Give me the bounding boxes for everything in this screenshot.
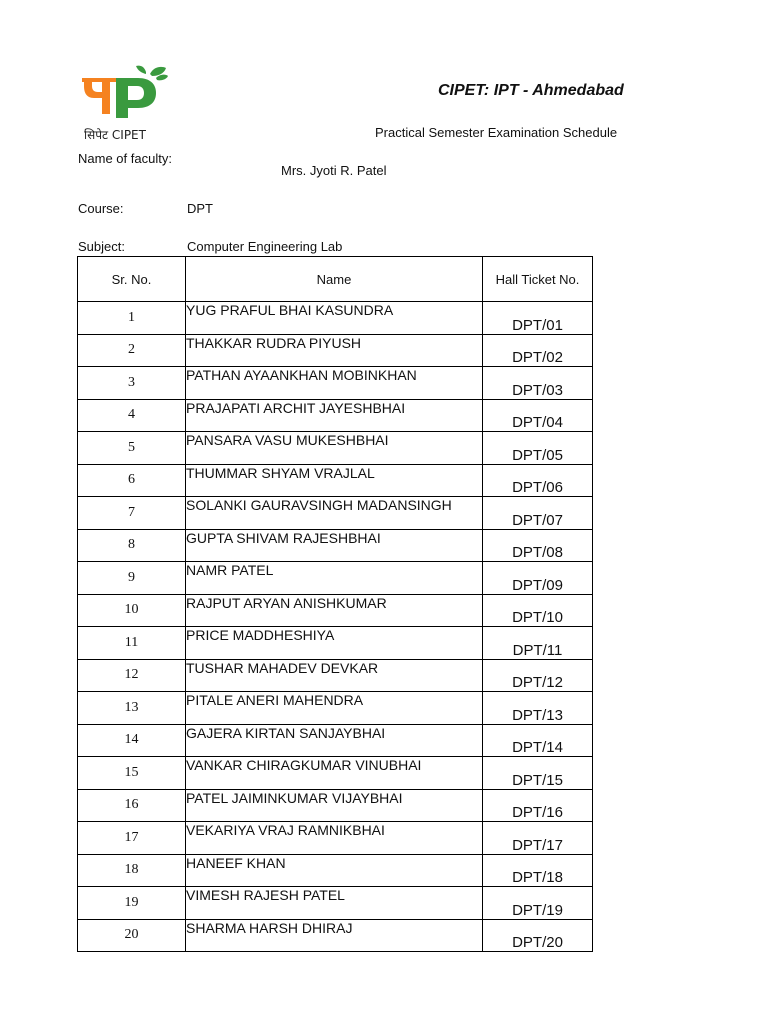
course-value: DPT — [187, 201, 213, 216]
subject-value: Computer Engineering Lab — [187, 239, 343, 254]
table-row — [78, 367, 593, 400]
cell-sr-no: 10 — [78, 594, 186, 627]
cell-hall-ticket: DPT/19 — [483, 887, 593, 920]
cell-sr-no: 17 — [78, 822, 186, 855]
table-row — [78, 399, 593, 432]
cell-hall-ticket: DPT/17 — [483, 822, 593, 855]
cell-sr-no: 4 — [78, 399, 186, 432]
cell-name: THUMMAR SHYAM VRAJLAL — [186, 464, 483, 497]
cell-name: PATEL JAIMINKUMAR VIJAYBHAI — [186, 789, 483, 822]
table-row — [78, 822, 593, 855]
table-row — [78, 919, 593, 952]
column-header-sr: Sr. No. — [78, 257, 186, 302]
cell-hall-ticket: DPT/07 — [483, 497, 593, 530]
cell-hall-ticket: DPT/13 — [483, 692, 593, 725]
cell-hall-ticket: DPT/11 — [483, 627, 593, 660]
cell-sr-no: 2 — [78, 334, 186, 367]
logo-caption: सिपेट CIPET — [84, 128, 146, 142]
faculty-label: Name of faculty: — [78, 151, 172, 166]
cell-sr-no: 16 — [78, 789, 186, 822]
cell-hall-ticket: DPT/06 — [483, 464, 593, 497]
column-header-name: Name — [186, 257, 483, 302]
cell-sr-no: 1 — [78, 302, 186, 335]
cell-sr-no: 19 — [78, 887, 186, 920]
cell-hall-ticket: DPT/16 — [483, 789, 593, 822]
cell-name: VEKARIYA VRAJ RAMNIKBHAI — [186, 822, 483, 855]
column-header-ticket: Hall Ticket No. — [483, 257, 593, 302]
page-subtitle: Practical Semester Examination Schedule — [375, 125, 618, 140]
table-row — [78, 334, 593, 367]
cell-sr-no: 12 — [78, 659, 186, 692]
cell-name: GAJERA KIRTAN SANJAYBHAI — [186, 724, 483, 757]
cell-sr-no: 9 — [78, 562, 186, 595]
cell-hall-ticket: DPT/18 — [483, 854, 593, 887]
cell-name: NAMR PATEL — [186, 562, 483, 595]
table-row — [78, 692, 593, 725]
table-row — [78, 789, 593, 822]
faculty-value: Mrs. Jyoti R. Patel — [281, 163, 387, 178]
cell-hall-ticket: DPT/02 — [483, 334, 593, 367]
cell-name: SOLANKI GAURAVSINGH MADANSINGH — [186, 497, 483, 530]
cell-name: RAJPUT ARYAN ANISHKUMAR — [186, 594, 483, 627]
table-row — [78, 724, 593, 757]
cell-sr-no: 18 — [78, 854, 186, 887]
cell-name: THAKKAR RUDRA PIYUSH — [186, 334, 483, 367]
cell-hall-ticket: DPT/10 — [483, 594, 593, 627]
cell-hall-ticket: DPT/15 — [483, 757, 593, 790]
cell-sr-no: 6 — [78, 464, 186, 497]
table-row — [78, 464, 593, 497]
cell-name: PRAJAPATI ARCHIT JAYESHBHAI — [186, 399, 483, 432]
cell-hall-ticket: DPT/12 — [483, 659, 593, 692]
table-row — [78, 497, 593, 530]
cell-hall-ticket: DPT/03 — [483, 367, 593, 400]
cell-name: VIMESH RAJESH PATEL — [186, 887, 483, 920]
cell-sr-no: 13 — [78, 692, 186, 725]
table-row — [78, 887, 593, 920]
cell-sr-no: 5 — [78, 432, 186, 465]
cell-name: PATHAN AYAANKHAN MOBINKHAN — [186, 367, 483, 400]
table-row — [78, 594, 593, 627]
cell-name: PITALE ANERI MAHENDRA — [186, 692, 483, 725]
cell-hall-ticket: DPT/09 — [483, 562, 593, 595]
cell-sr-no: 15 — [78, 757, 186, 790]
student-table — [77, 256, 593, 952]
table-row — [78, 854, 593, 887]
cell-hall-ticket: DPT/04 — [483, 399, 593, 432]
table-row — [78, 562, 593, 595]
cell-name: GUPTA SHIVAM RAJESHBHAI — [186, 529, 483, 562]
table-row — [78, 659, 593, 692]
table-header-row — [78, 257, 593, 302]
cell-name: HANEEF KHAN — [186, 854, 483, 887]
cell-hall-ticket: DPT/20 — [483, 919, 593, 952]
table-row — [78, 627, 593, 660]
cell-sr-no: 11 — [78, 627, 186, 660]
cell-name: TUSHAR MAHADEV DEVKAR — [186, 659, 483, 692]
cell-hall-ticket: DPT/01 — [483, 302, 593, 335]
cipet-logo-icon — [80, 66, 170, 126]
cell-name: YUG PRAFUL BHAI KASUNDRA — [186, 302, 483, 335]
course-label: Course: — [78, 201, 124, 216]
cell-sr-no: 14 — [78, 724, 186, 757]
cell-hall-ticket: DPT/05 — [483, 432, 593, 465]
table-row — [78, 432, 593, 465]
table-row — [78, 757, 593, 790]
cell-name: PANSARA VASU MUKESHBHAI — [186, 432, 483, 465]
page-title: CIPET: IPT - Ahmedabad — [438, 82, 624, 99]
cell-name: PRICE MADDHESHIYA — [186, 627, 483, 660]
cell-sr-no: 20 — [78, 919, 186, 952]
cell-sr-no: 7 — [78, 497, 186, 530]
cell-name: SHARMA HARSH DHIRAJ — [186, 919, 483, 952]
cell-sr-no: 8 — [78, 529, 186, 562]
subject-label: Subject: — [78, 239, 125, 254]
table-row — [78, 302, 593, 335]
cell-name: VANKAR CHIRAGKUMAR VINUBHAI — [186, 757, 483, 790]
cell-sr-no: 3 — [78, 367, 186, 400]
cell-hall-ticket: DPT/08 — [483, 529, 593, 562]
cell-hall-ticket: DPT/14 — [483, 724, 593, 757]
table-row — [78, 529, 593, 562]
